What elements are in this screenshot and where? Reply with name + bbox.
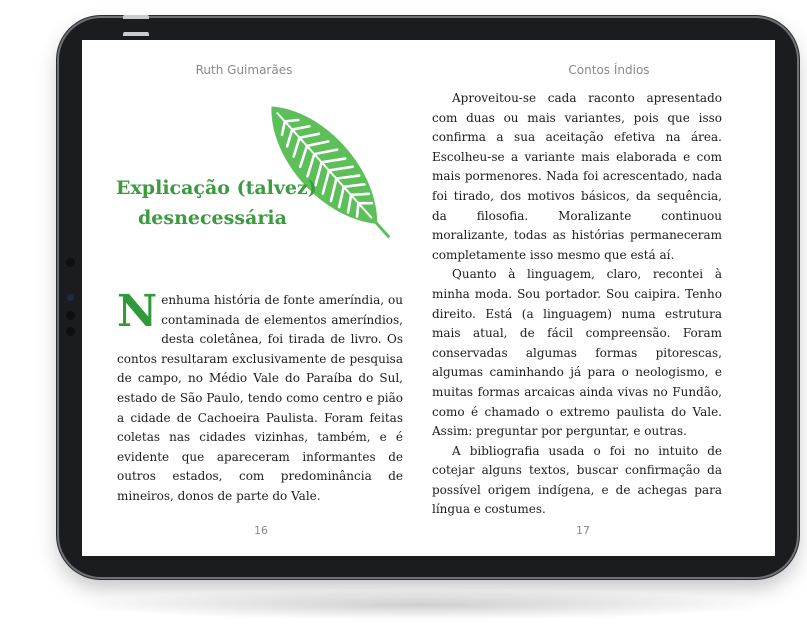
right-page-text[interactable] xyxy=(432,89,722,520)
device-shadow xyxy=(70,590,770,620)
running-head-title: Contos Índios xyxy=(568,63,650,77)
left-page-text[interactable] xyxy=(117,286,403,507)
sensor-dot-icon xyxy=(66,327,75,336)
ebook-screen[interactable] xyxy=(82,40,775,556)
camera-lens-icon xyxy=(67,294,74,301)
volume-up-button xyxy=(123,15,149,19)
sensor-dot-icon xyxy=(66,311,75,320)
chapter-title xyxy=(116,173,376,233)
volume-button xyxy=(123,32,149,36)
right-paragraph-1: Aproveitou-se cada raconto apresentado com duas ou mais variantes, pois que isso confirma a sua aceitação efetiva na área. Escolheu-se a variante mais elaborada e com mais pormenores. Nada foi acrescentado, nada foi tirado, dos motivos básicos, da sequência, da filosofia. Moralizante continuou moralizante, todas as histórias permaneceram completamente isso mesmo que está aí. xyxy=(432,91,722,262)
right-paragraph-2: Quanto à linguagem, claro, recontei à minha moda. Sou portador. Sou caipira. Tenho direito. Está (a linguagem) numa estrutura mais atual, de fácil compreensão. Foram conservadas algumas formas pitorescas, algumas caminhando já para o neologismo, e muitas formas arcaicas ainda vivas no Fundão, como é chamado o extremo paulista do Vale. Assim: preguntar por perguntar, e outras. xyxy=(432,267,722,439)
right-paragraph-3: A bibliografia usada o foi no intuito de cotejar alguns textos, buscar confirmação da possível origem indígena, e de achegas para língua e costumes. xyxy=(432,443,722,517)
page-number-right: 17 xyxy=(576,524,590,537)
chapter-title-line2: desnecessária xyxy=(138,207,287,229)
left-paragraph: enhuma história de fonte ameríndia, ou contaminada de elementos ameríndios, desta coletânea, foi tirada de livro. Os contos resultaram exclusivamente de pesquisa de campo, no Médio Vale do Paraíba do Sul, estado de São Paulo, tendo como centro e pião a cidade de Cachoeira Paulista. Foram feitas coletas nas cidades vizinhas, também, e é evidente que apareceram informantes de outros estados, com predominância de mineiros, donos de parte do Vale. xyxy=(117,293,403,503)
camera-dot-icon xyxy=(66,258,75,267)
drop-cap: N xyxy=(117,286,158,337)
running-head-author: Ruth Guimarães xyxy=(195,63,293,77)
page-number-left: 16 xyxy=(254,524,268,537)
chapter-title-line1: Explicação (talvez) xyxy=(116,177,317,199)
